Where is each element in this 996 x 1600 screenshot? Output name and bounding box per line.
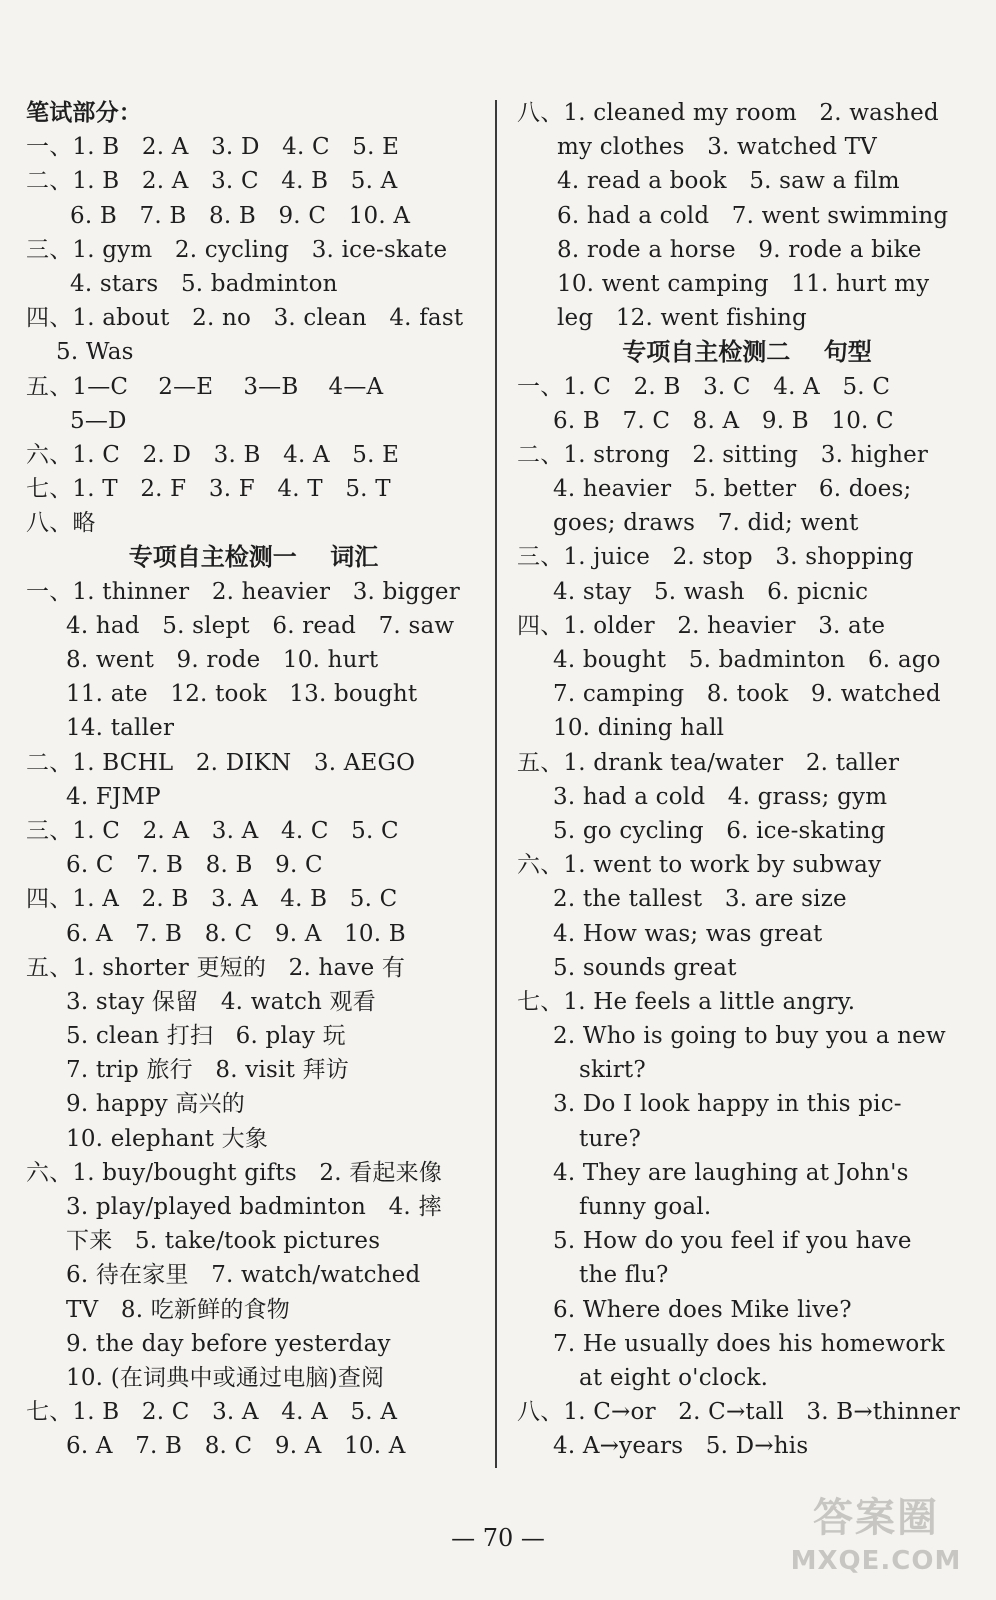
- answer-line: 5. clean 打扫 6. play 玩: [66, 1023, 346, 1050]
- answer-line: 4. read a book 5. saw a film: [557, 168, 900, 195]
- answer-line: funny goal.: [579, 1194, 712, 1220]
- answer-line: 6. had a cold 7. went swimming: [557, 202, 949, 229]
- answer-line: leg 12. went fishing: [557, 305, 807, 332]
- answer-line: 一、1. B 2. A 3. D 4. C 5. E: [26, 134, 400, 161]
- answer-line: 9. happy 高兴的: [66, 1091, 245, 1118]
- answer-line: the flu?: [579, 1262, 669, 1289]
- answer-line: 八、略: [26, 510, 96, 537]
- answer-line: 6. C 7. B 8. B 9. C: [66, 852, 323, 879]
- answer-line: 6. 待在家里 7. watch/watched: [66, 1262, 421, 1289]
- answer-line: 6. A 7. B 8. C 9. A 10. B: [66, 920, 406, 947]
- watermark-text-cn: 答案圈: [813, 1495, 939, 1541]
- answer-line: 4. had 5. slept 6. read 7. saw: [66, 612, 455, 639]
- answer-line: 3. Do I look happy in this pic-: [553, 1091, 902, 1118]
- answer-line: 四、1. older 2. heavier 3. ate: [517, 612, 886, 639]
- answer-line: 六、1. went to work by subway: [517, 852, 882, 879]
- answer-line: 11. ate 12. took 13. bought: [66, 681, 418, 708]
- answer-line: 8. went 9. rode 10. hurt: [66, 647, 379, 673]
- section-heading: 专项自主检测一 词汇: [128, 543, 379, 572]
- answer-line: 六、1. C 2. D 3. B 4. A 5. E: [26, 441, 400, 468]
- answer-line: 7. He usually does his homework: [553, 1330, 945, 1357]
- answer-line: 10. elephant 大象: [66, 1125, 269, 1152]
- answer-line: 7. trip 旅行 8. visit 拜访: [66, 1057, 349, 1084]
- answer-line: goes; draws 7. did; went: [553, 510, 859, 537]
- answer-line: my clothes 3. watched TV: [557, 134, 877, 161]
- answer-line: 五、1. drank tea/water 2. taller: [517, 749, 900, 776]
- column-divider: [495, 100, 497, 1468]
- watermark-text-en: MXQE.COM: [790, 1546, 962, 1576]
- answer-line: 6. B 7. C 8. A 9. B 10. C: [553, 407, 894, 434]
- answer-line: 三、1. gym 2. cycling 3. ice-skate: [26, 236, 448, 263]
- right-column: [517, 96, 977, 1464]
- answer-line: 四、1. A 2. B 3. A 4. B 5. C: [26, 886, 398, 913]
- answer-line: skirt?: [579, 1057, 646, 1084]
- answer-line: 二、1. strong 2. sitting 3. higher: [517, 441, 929, 468]
- answer-line: 七、1. B 2. C 3. A 4. A 5. A: [26, 1399, 398, 1426]
- answer-line: 6. A 7. B 8. C 9. A 10. A: [66, 1433, 406, 1460]
- section-label: 笔试部分：: [26, 100, 142, 126]
- answer-line: 7. camping 8. took 9. watched: [553, 681, 941, 708]
- answer-line: 二、1. B 2. A 3. C 4. B 5. A: [26, 168, 398, 195]
- answer-line: 3. play/played badminton 4. 摔: [66, 1194, 442, 1220]
- answer-line: 10. dining hall: [553, 715, 725, 742]
- answer-line: 4. They are laughing at John's: [553, 1159, 909, 1186]
- answer-line: 4. stars 5. badminton: [70, 270, 338, 297]
- section-heading: 专项自主检测二 句型: [622, 338, 872, 367]
- answer-line: 三、1. juice 2. stop 3. shopping: [517, 544, 914, 571]
- answer-line: TV 8. 吃新鲜的食物: [66, 1296, 290, 1323]
- answer-line: 5. sounds great: [553, 954, 737, 981]
- answer-line: 5. go cycling 6. ice-skating: [553, 817, 886, 844]
- answer-line: 5. Was: [56, 339, 134, 366]
- answer-line: 4. stay 5. wash 6. picnic: [553, 578, 869, 605]
- answer-line: 6. Where does Mike live?: [553, 1296, 852, 1323]
- answer-line: 3. stay 保留 4. watch 观看: [66, 988, 376, 1015]
- answer-line: 8. rode a horse 9. rode a bike: [557, 236, 922, 263]
- answer-line: 4. FJMP: [66, 783, 161, 810]
- answer-line: 4. bought 5. badminton 6. ago: [553, 647, 941, 673]
- answer-line: 4. heavier 5. better 6. does;: [553, 476, 912, 503]
- answer-line: 4. A→years 5. D→his: [553, 1433, 809, 1460]
- answer-line: 一、1. thinner 2. heavier 3. bigger: [26, 578, 460, 605]
- answer-line: 10. went camping 11. hurt my: [557, 270, 930, 297]
- answer-line: 一、1. C 2. B 3. C 4. A 5. C: [517, 373, 891, 400]
- answer-line: 5—D: [70, 407, 127, 434]
- answer-line: 4. How was; was great: [553, 920, 823, 947]
- answer-line: 五、1—C 2—E 3—B 4—A: [26, 373, 384, 400]
- answer-line: 三、1. C 2. A 3. A 4. C 5. C: [26, 817, 399, 844]
- answer-line: 14. taller: [66, 715, 175, 742]
- answer-line: 二、1. BCHL 2. DIKN 3. AEGO: [26, 749, 416, 776]
- answer-line: 下来 5. take/took pictures: [66, 1228, 381, 1255]
- answer-line: 10. (在词典中或通过电脑)查阅: [66, 1364, 385, 1391]
- answer-line: 2. Who is going to buy you a new: [553, 1023, 946, 1050]
- page-number: — 70 —: [451, 1524, 545, 1552]
- answer-line: 9. the day before yesterday: [66, 1330, 391, 1357]
- answer-line: 七、1. He feels a little angry.: [517, 988, 856, 1015]
- answer-line: 五、1. shorter 更短的 2. have 有: [26, 954, 406, 981]
- answer-line: 2. the tallest 3. are size: [553, 886, 847, 913]
- answer-line: 3. had a cold 4. grass; gym: [553, 783, 888, 810]
- answer-line: 六、1. buy/bought gifts 2. 看起来像: [26, 1159, 443, 1186]
- left-column: [26, 96, 481, 1464]
- answer-line: 七、1. T 2. F 3. F 4. T 5. T: [26, 476, 391, 503]
- answer-line: 5. How do you feel if you have: [553, 1228, 912, 1255]
- answer-line: ture?: [579, 1125, 641, 1152]
- answer-line: 八、1. cleaned my room 2. washed: [517, 100, 939, 126]
- answer-line: 八、1. C→or 2. C→tall 3. B→thinner: [517, 1399, 960, 1426]
- answer-line: 6. B 7. B 8. B 9. C 10. A: [70, 202, 411, 229]
- answer-line: at eight o'clock.: [579, 1364, 769, 1391]
- watermark-logo: [776, 1492, 976, 1592]
- answer-line: 四、1. about 2. no 3. clean 4. fast: [26, 305, 464, 332]
